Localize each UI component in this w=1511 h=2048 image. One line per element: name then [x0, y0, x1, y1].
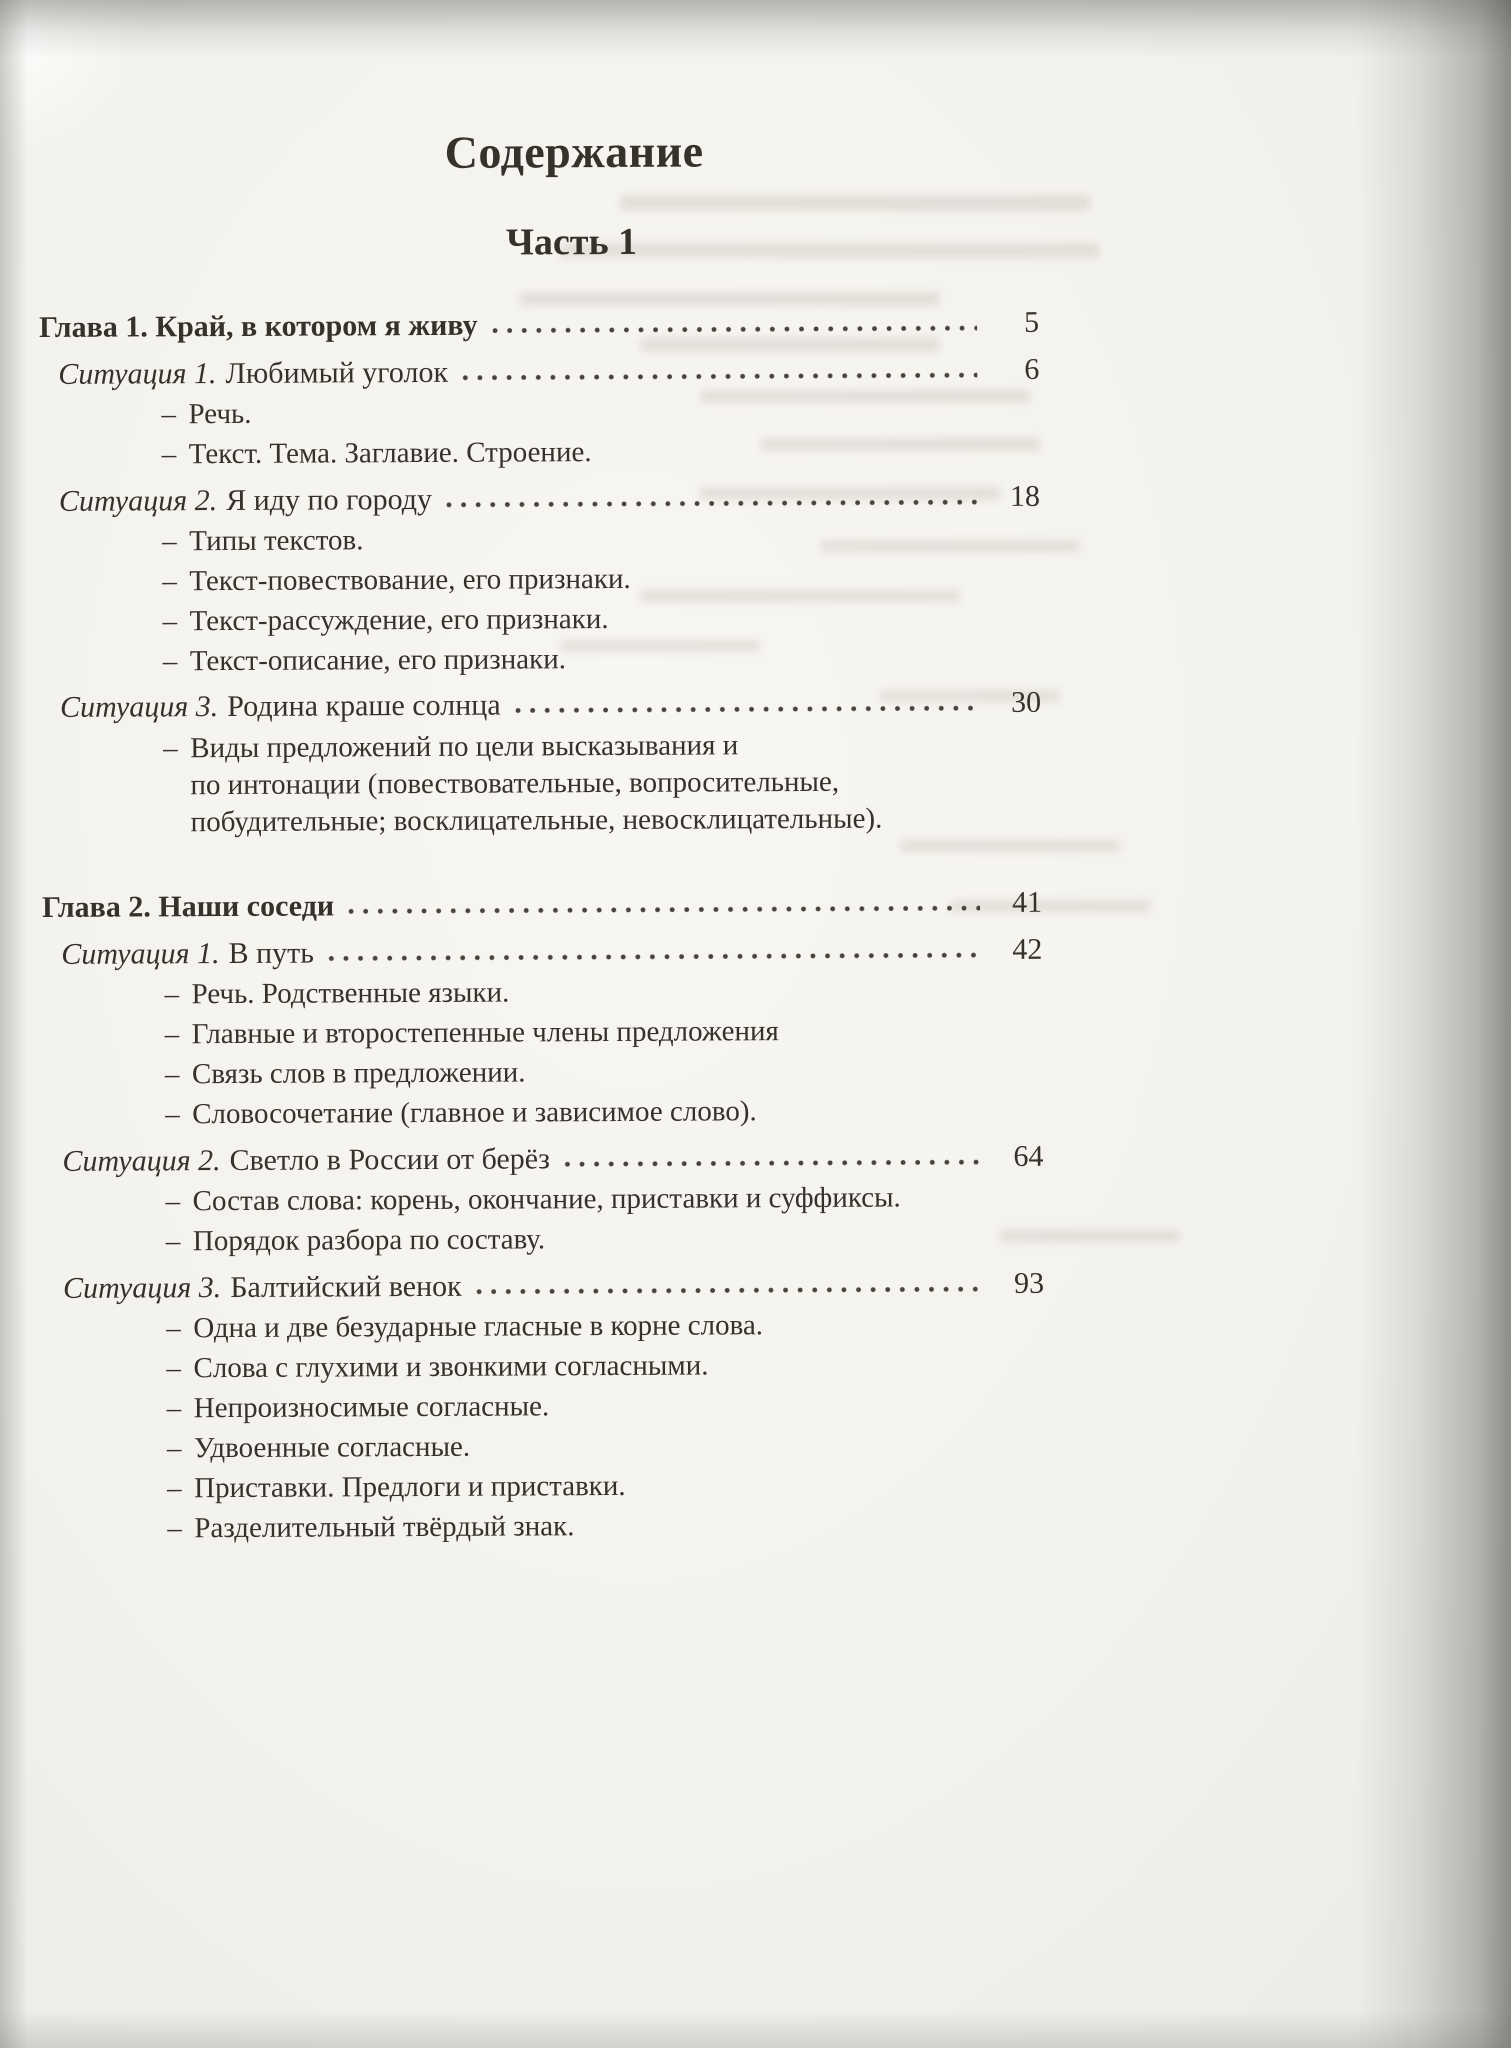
chapter-entry	[42, 884, 1042, 927]
dotted-leader	[476, 1285, 982, 1296]
dash: –	[164, 1058, 180, 1091]
toc-subitem	[166, 1219, 1044, 1260]
toc-subitem	[162, 432, 1040, 473]
page-number: 64	[1013, 1139, 1044, 1173]
toc-subitem	[167, 1505, 1045, 1546]
dash: –	[166, 1312, 181, 1345]
toc-subitem	[162, 599, 1040, 640]
subitem-text: Текст-повествование, его признаки.	[189, 562, 631, 598]
subitem-text: Текст. Тема. Заглавие. Строение.	[188, 435, 592, 471]
toc-subitem	[163, 638, 1041, 679]
dash: –	[163, 732, 178, 765]
subitem-text: Порядок разбора по составу.	[192, 1223, 546, 1258]
dash: –	[164, 1018, 180, 1051]
toc-subitem	[165, 1092, 1043, 1133]
situation-entry	[62, 1138, 1043, 1181]
subitem-text: Приставки. Предлоги и приставки.	[194, 1469, 626, 1504]
entry-title: Балтийский венок	[230, 1269, 462, 1304]
subitem-text: Непроизносимые согласные.	[193, 1390, 550, 1425]
entry-title: Любимый уголок	[225, 355, 449, 390]
subitem-text: Виды предложений по цели высказывания и по интонации (повествовательные, вопросительные, побудительные; восклицательные, невосклицательные).	[190, 729, 883, 838]
entry-title: Родина краше солнца	[227, 689, 501, 724]
toc-subitem	[163, 726, 1042, 841]
toc-subitem	[166, 1346, 1044, 1387]
toc-subitem	[167, 1386, 1045, 1427]
subitem-text: Одна и две безударные гласные в корне слова.	[193, 1309, 764, 1345]
toc-content	[38, 123, 1045, 1551]
dotted-leader	[348, 905, 980, 916]
toc-subitem	[162, 519, 1040, 560]
subitem-text: Связь слов в предложении.	[191, 1056, 526, 1091]
dash: –	[162, 565, 177, 598]
toc-subitem	[166, 1179, 1044, 1220]
subitem-text: Слова с глухими и звонкими согласными.	[193, 1349, 709, 1385]
dash: –	[166, 1392, 182, 1425]
page-number: 5	[1023, 305, 1040, 339]
dash: –	[161, 438, 177, 471]
dash: –	[165, 1098, 180, 1131]
toc-subitem	[167, 1465, 1045, 1506]
scan-shadow-bottom	[0, 2010, 1511, 2048]
dotted-leader	[515, 705, 979, 715]
chapter-entry	[39, 304, 1039, 347]
scan-shadow-left	[0, 0, 28, 2048]
dotted-leader	[564, 1158, 982, 1168]
entry-title: Глава 1. Край, в котором я живу	[38, 308, 478, 344]
subitem-text: Типы текстов.	[189, 524, 364, 558]
subitem-text: Главные и второстепенные члены предложения	[191, 1015, 779, 1051]
part-heading: Часть 1	[505, 220, 638, 264]
situation-label: Ситуация 2.	[58, 483, 218, 518]
situation-label: Ситуация 2.	[62, 1143, 221, 1178]
dotted-leader	[492, 324, 978, 335]
situation-entry	[59, 477, 1040, 520]
situation-label: Ситуация 3.	[62, 1270, 222, 1305]
scan-shadow-top	[0, 0, 1511, 58]
subitem-text: Речь.	[188, 397, 252, 431]
subitem-text: Словосочетание (главное и зависимое слово).	[192, 1095, 757, 1131]
dotted-leader	[328, 951, 980, 962]
page-number: 41	[1011, 886, 1043, 920]
dash: –	[167, 1511, 182, 1544]
scan-corner-highlight	[0, 0, 160, 180]
toc-subitem	[164, 972, 1042, 1013]
dash: –	[166, 1352, 182, 1385]
dash: –	[162, 644, 178, 677]
toc-subitem	[166, 1306, 1044, 1347]
subitem-text: Текст-описание, его признаки.	[189, 642, 567, 677]
page-title: Содержание	[444, 125, 704, 178]
page-number: 18	[1009, 479, 1041, 513]
toc-section	[42, 884, 1045, 1547]
page-number: 30	[1010, 686, 1042, 720]
toc-subitem	[165, 1052, 1043, 1093]
situation-label: Ситуация 3.	[59, 690, 219, 725]
situation-entry	[63, 1265, 1044, 1308]
entry-title: Светло в России от берёз	[229, 1142, 551, 1177]
dash: –	[167, 1472, 182, 1505]
toc-subitem	[161, 392, 1039, 433]
situation-label: Ситуация 1.	[58, 356, 217, 391]
dotted-leader	[462, 371, 977, 382]
situation-entry	[61, 931, 1042, 974]
dash: –	[166, 1432, 182, 1465]
page-number: 93	[1013, 1266, 1045, 1300]
dash: –	[165, 1225, 181, 1258]
toc-section	[39, 304, 1042, 842]
dash: –	[161, 398, 177, 431]
toc-subitem	[162, 559, 1040, 600]
entry-title: Глава 2. Наши соседи	[41, 889, 335, 925]
situation-label: Ситуация 1.	[61, 937, 220, 971]
subitem-text: Удвоенные согласные.	[193, 1430, 471, 1465]
scan-shadow-right	[1356, 0, 1511, 2048]
situation-entry	[58, 350, 1039, 393]
table-of-contents	[39, 304, 1045, 1548]
subitem-text: Разделительный твёрдый знак.	[194, 1509, 575, 1544]
page-number: 42	[1012, 932, 1043, 966]
dash: –	[162, 525, 177, 558]
entry-title: Я иду по городу	[226, 482, 433, 517]
dash: –	[162, 605, 178, 638]
dash: –	[165, 1185, 181, 1218]
subitem-text: Речь. Родственные языки.	[191, 976, 510, 1011]
dash: –	[164, 978, 180, 1011]
page-number: 6	[1024, 352, 1040, 386]
dotted-leader	[446, 498, 978, 509]
toc-subitem	[165, 1012, 1043, 1053]
entry-title: В путь	[228, 936, 314, 970]
subitem-text: Состав слова: корень, окончание, приставки и суффиксы.	[192, 1181, 901, 1218]
toc-subitem	[167, 1426, 1045, 1467]
subitem-text: Текст-рассуждение, его признаки.	[189, 602, 609, 638]
situation-entry	[60, 684, 1041, 727]
